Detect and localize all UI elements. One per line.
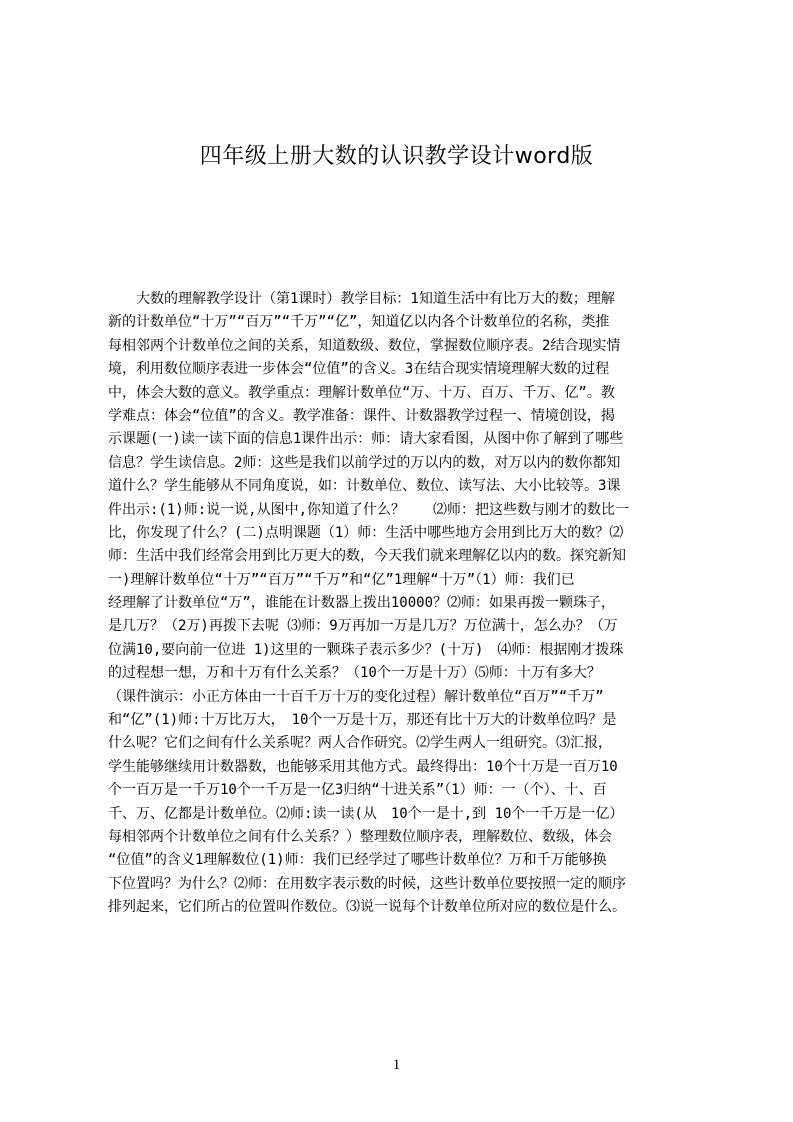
body-line: 师：生活中我们经常会用到比万更大的数，今天我们就来理解亿以内的数。探究新知 [108, 548, 626, 565]
body-line: 件出示:(1)师:说一说,从图中,你知道了什么？ ⑵师：把这些数与刚才的数比一 [108, 501, 629, 518]
body-line: 示课题(一)读一读下面的信息1课件出示：师：请大家看图，从图中你了解到了哪些 [108, 431, 624, 448]
document-title: 四年级上册大数的认识教学设计word版 [199, 144, 594, 169]
body-line: 排列起来，它们所占的位置叫作数位。⑶说一说每个计数单位所对应的数位是什么。 [108, 899, 626, 916]
body-line: 中，体会大数的意义。教学重点：理解计数单位“万、十万、百万、千万、亿”。教 [108, 384, 615, 401]
body-line: 位满10,要向前一位进 1)这里的一颗珠子表示多少？(十万) ⑷师：根据刚才拨珠 [108, 641, 624, 658]
body-line: 一)理解计数单位“十万”“百万”“千万”和“亿”1理解“十万”（1）师：我们已 [108, 571, 575, 588]
body-line: 道什么？学生能够从不同角度说，如：计数单位、数位、读写法、大小比较等。3课 [108, 478, 621, 495]
body-line: 的过程想一想，万和十万有什么关系？（10个一万是十万）⑸师：十万有多大？ [108, 665, 601, 682]
body-line: 新的计数单位“十万”“百万”“千万”“亿”，知道亿以内各个计数单位的名称，类推 [108, 314, 610, 331]
page-number: 1 [392, 1057, 401, 1073]
body-line: 是几万？（2万)再拨下去呢 ⑶师：9万再加一万是几万？万位满十，怎么办？（万 [108, 618, 618, 635]
body-line: 个一百万是一千万10个一千万是一亿3归纳“十进关系”（1）师：一（个）、十、百 [108, 782, 607, 799]
body-line: 境，利用数位顺序表进一步体会“位值”的含义。3在结合现实情境理解大数的过程 [108, 361, 610, 378]
body-line: 什么呢？它们之间有什么关系呢？两人合作研究。⑵学生两人一组研究。⑶汇报， [108, 735, 612, 752]
body-line: 千、万、亿都是计数单位。⑵师:读一读(从 10个一是十,到 10个一千万是一亿） [108, 805, 624, 822]
document-body [108, 288, 698, 920]
body-line: 大数的理解教学设计（第1课时）教学目标：1知道生活中有比万大的数；理解 [108, 291, 615, 307]
body-line: 下位置吗？为什么？⑵师：在用数字表示数的时候，这些计数单位要按照一定的顺序 [108, 875, 626, 892]
body-line: “位值”的含义1理解数位(1)师：我们已经学过了哪些计数单位？万和千万能够换 [108, 852, 607, 869]
body-line: 学难点：体会“位值”的含义。教学准备：课件、计数器教学过程一、情境创设，揭 [108, 407, 615, 424]
body-line: 学生能够继续用计数器数，也能够采用其他方式。最终得出：10个十万是一百万10 [108, 758, 618, 775]
body-line: （课件演示：小正方体由一十百千万十万的变化过程）解计数单位“百万”“千万” [108, 688, 604, 705]
body-line: 每相邻两个计数单位之间的关系，知道数级、数位，掌握数位顺序表。2结合现实情 [108, 337, 621, 354]
body-line: 信息？学生读信息。2师：这些是我们以前学过的万以内的数，对万以内的数你都知 [108, 454, 621, 471]
body-line: 比，你发现了什么？(二)点明课题（1）师：生活中哪些地方会用到比万大的数？⑵ [108, 524, 624, 541]
body-line: 每相邻两个计数单位之间有什么关系？）整理数位顺序表，理解数位、数级，体会 [108, 828, 612, 845]
body-line: 和“亿”(1)师:十万比万大， 10个一万是十万，那还有比十万大的计数单位吗？是 [108, 712, 617, 729]
body-line: 经理解了计数单位“万”，谁能在计数器上拨出10000？⑵师：如果再拨一颗珠子， [108, 595, 615, 612]
